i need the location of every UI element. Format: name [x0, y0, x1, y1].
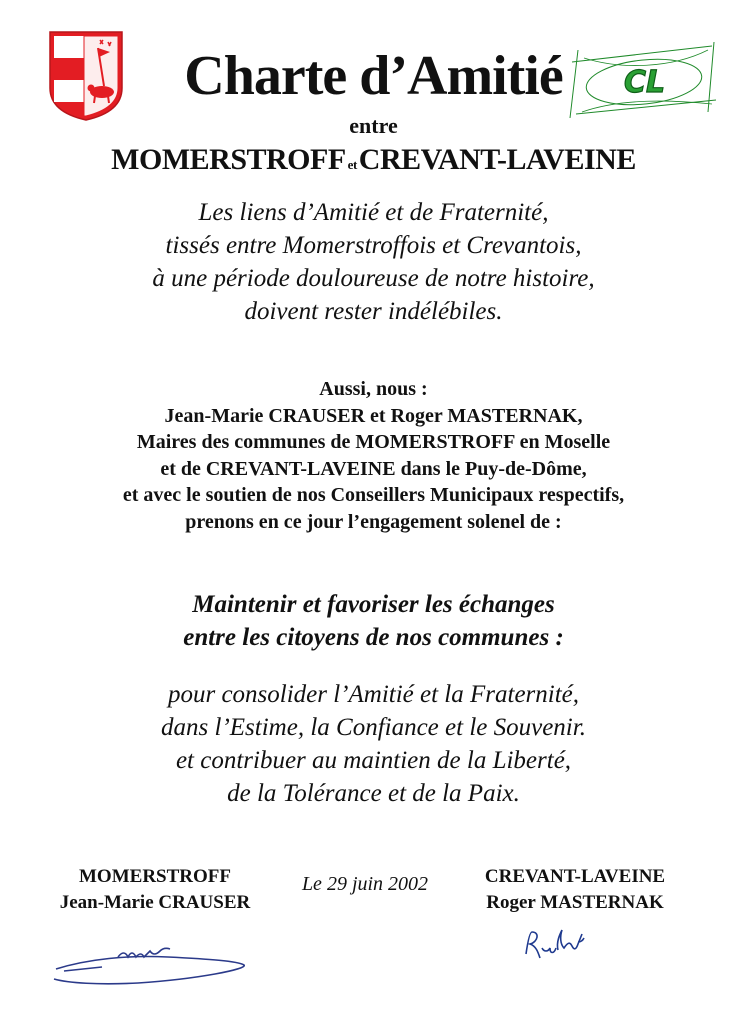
pledge-line: et de CREVANT-LAVEINE dans le Puy-de-Dôme, — [160, 457, 587, 480]
signature-block-right — [460, 864, 690, 916]
between-label: entre — [349, 113, 398, 138]
pledge-paragraph — [0, 376, 747, 535]
objectives-line: entre les citoyens de nos communes : — [183, 624, 564, 651]
pledge-line: et avec le soutien de nos Conseillers Municipaux respectifs, — [122, 484, 625, 506]
signature-block-left — [40, 864, 270, 916]
intro-line: à une période douloureuse de notre histoire, — [152, 265, 595, 292]
intro-line: doivent rester indélébiles. — [244, 298, 503, 325]
signing-date: Le 29 juin 2002 — [301, 873, 429, 895]
commune-b: CREVANT-LAVEINE — [358, 143, 636, 176]
closing-paragraph — [0, 678, 747, 810]
logo-text: CL — [624, 65, 666, 100]
page-title: Charte d’Amitié — [184, 45, 563, 107]
pledge-line: prenons en ce jour l’engagement solenel de : — [185, 510, 562, 533]
handwritten-signature-right — [520, 920, 600, 970]
pledge-line: Aussi, nous : — [319, 378, 428, 400]
closing-line: dans l’Estime, la Confiance et le Souvenir. — [161, 714, 586, 741]
pledge-line: Jean-Marie CRAUSER et Roger MASTERNAK, — [164, 404, 583, 427]
pledge-line: Maires des communes de MOMERSTROFF en Moselle — [136, 431, 611, 453]
objectives-line: Maintenir et favoriser les échanges — [192, 591, 555, 618]
signature-commune-left: MOMERSTROFF — [79, 866, 231, 887]
signature-commune-right: CREVANT-LAVEINE — [484, 866, 666, 887]
signature-mayor-left: Jean-Marie CRAUSER — [59, 892, 251, 913]
signature-mayor-right: Roger MASTERNAK — [486, 892, 664, 913]
intro-line: tissés entre Momerstroffois et Crevantois, — [165, 232, 582, 259]
closing-line: de la Tolérance et de la Paix. — [227, 780, 520, 807]
handwritten-signature-left — [48, 935, 258, 995]
objectives-heading — [0, 588, 747, 654]
communes-heading — [0, 142, 747, 183]
commune-a: MOMERSTROFF — [111, 143, 346, 176]
closing-line: pour consolider l’Amitié et la Fraternité, — [167, 681, 580, 708]
intro-line: Les liens d’Amitié et de Fraternité, — [198, 199, 549, 226]
closing-line: et contribuer au maintien de la Liberté, — [175, 747, 572, 774]
conjunction: et — [347, 157, 357, 172]
intro-paragraph — [0, 196, 747, 328]
